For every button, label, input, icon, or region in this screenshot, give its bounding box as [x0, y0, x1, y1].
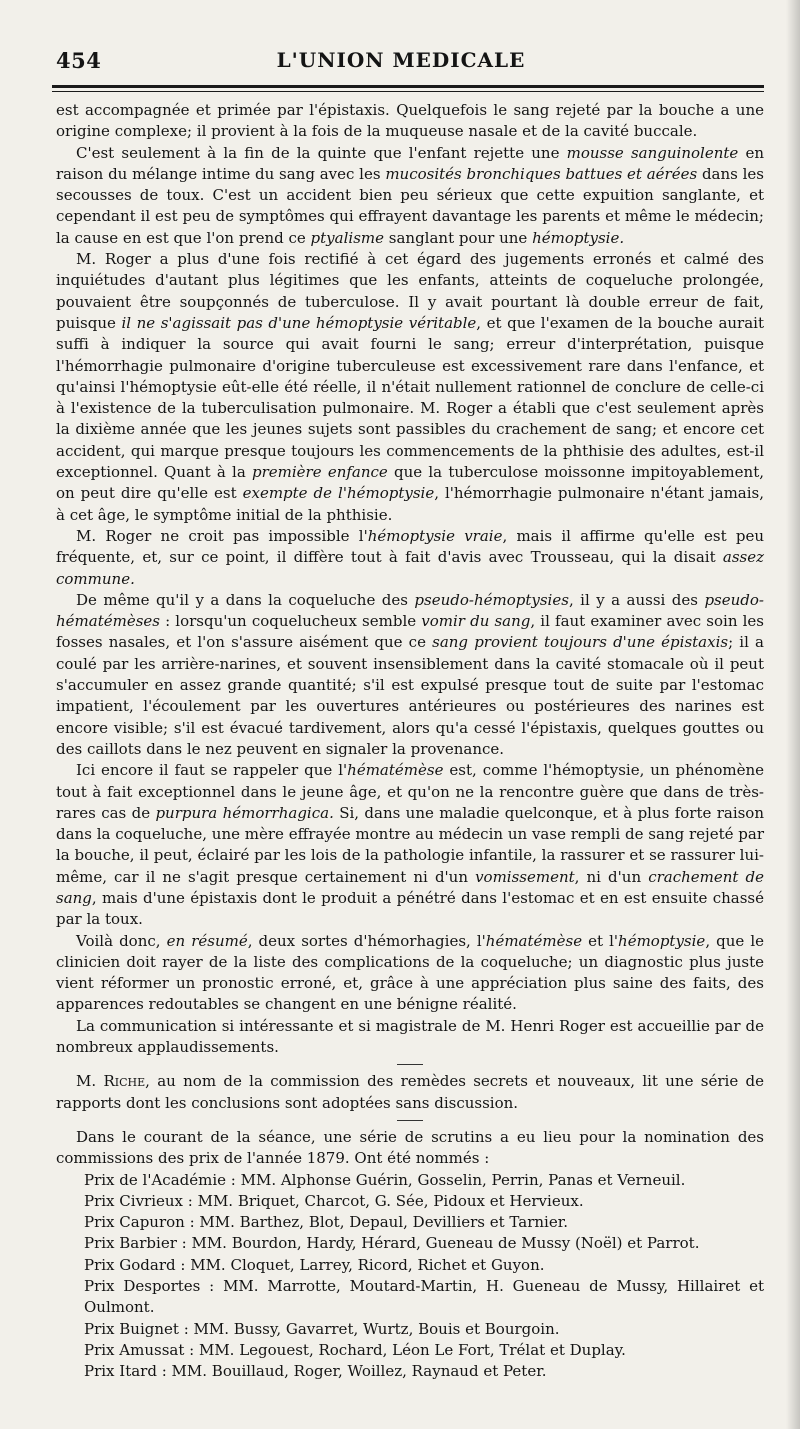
italic-run: hémoptysie.: [532, 228, 625, 247]
prize-item: Prix Capuron : MM. Barthez, Blot, Depaul, Devilliers et Tarnier.: [84, 1213, 569, 1232]
italic-run: première enfance: [252, 463, 388, 482]
text-run: , mais d'une épistaxis dont le produit a pénétré dans l'estomac et en est ensuite chassé par la toux.: [56, 888, 764, 929]
riche-paragraph: [56, 1071, 764, 1114]
journal-title: L'UNION MEDICALE: [276, 48, 526, 72]
italic-run: assez commune.: [56, 548, 764, 588]
riche-prefix: M.: [76, 1072, 104, 1091]
page-number: 454: [56, 48, 102, 73]
italic-run: en résumé: [166, 931, 248, 950]
italic-run: purpura hémorrhagica.: [155, 803, 334, 822]
paragraph-container: [56, 100, 764, 1058]
text-run: , l'hémorrhagie pulmonaire n'étant jamais, à cet âge, le symptôme initial de la phthisie.: [56, 484, 764, 524]
text-run: en raison du mélange intime du sang avec les: [56, 143, 764, 183]
italic-run: mousse sanguinolente: [566, 143, 739, 162]
prize-item: Prix Civrieux : MM. Briquet, Charcot, G. Sée, Pidoux et Hervieux.: [84, 1191, 584, 1210]
header-rule-thin: [52, 91, 764, 92]
text-run: ; il a coulé par les arrière-narines, et souvent insensiblement dans la cavité stomacale où il peut s'accumuler en assez grande quantité; s'il est expulsé presque tout de suite par l'estomac impatient, l'écoulement par les ouvertures antérieures ou postérieures des narines est encore visible; s'il est évacué tardivement, alors qu'a cessé l'épistaxis, quelques gouttes ou des caillots dans le nez peuvent en signaler la provenance.: [56, 633, 764, 758]
section-separator-2: [397, 1120, 423, 1121]
paragraph-p6: [56, 760, 764, 930]
text-run: M. Roger ne croit pas impossible l': [76, 526, 368, 545]
section-separator: [397, 1064, 423, 1065]
text-run: C'est seulement à la fin de la quinte que l'enfant rejette une: [76, 143, 567, 162]
prize-item: Prix Amussat : MM. Legouest, Rochard, Léon Le Fort, Trélat et Duplay.: [84, 1340, 626, 1359]
prize-item: Prix de l'Académie : MM. Alphonse Guérin, Gosselin, Perrin, Panas et Verneuil.: [84, 1170, 686, 1189]
text-run: , et que l'examen de la bouche aurait suffi à indiquer la source qui avait fourni le sang; erreur d'interprétation, puisque l'hémorrhagie pulmonaire d'origine tuberculeuse est excessivement rare dans l'enfance, et qu'ainsi l'hémoptysie eût-elle été réelle, il n'était nullement rationnel de conclure de celle-ci à l'existence de la tuberculisation pulmonaire. M. Roger a établi que c'est seulement après la dixième année que les jeunes sujets sont passibles du crachement de sang; et encore cet accident, qui marque presque toujours les commencements de la phthisie des adultes, est-il exceptionnel. Quant à la: [56, 313, 764, 482]
paragraph-p1: [56, 100, 764, 143]
prize-item: Prix Barbier : MM. Bourdon, Hardy, Hérard, Gueneau de Mussy (Noël) et Parrot.: [84, 1234, 700, 1253]
scrutins-intro: Dans le courant de la séance, une série de scrutins a eu lieu pour la nomination des commissions des prix de l'année 1879. Ont été nommés :: [56, 1127, 764, 1168]
text-run: , il y a aussi des: [568, 590, 705, 609]
riche-text: , au nom de la commission des remèdes secrets et nouveaux, lit une série de rapports dont les conclusions sont adoptées sans discussion.: [56, 1072, 764, 1112]
text-run: La communication si intéressante et si magistrale de M. Henri Roger est accueillie par de nombreux applaudissements.: [56, 1016, 764, 1057]
text-run: , ni d'un: [574, 867, 649, 886]
italic-run: crachement de sang: [56, 867, 764, 907]
italic-run: sang provient toujours d'une épistaxis: [432, 633, 729, 652]
italic-run: pseudo-hémoptysies: [414, 590, 569, 609]
text-run: est accompagnée et primée par l'épistaxis. Quelquefois le sang rejeté par la bouche a une origine complexe; il provient à la fois de la muqueuse nasale et de la cavité buccale.: [56, 101, 764, 141]
italic-run: pseudo-hématémèses: [56, 590, 764, 631]
text-run: Ici encore il faut se rappeler que l': [76, 761, 348, 780]
paragraph-p8: [56, 1016, 764, 1059]
italic-run: il ne s'agissait pas d'une hémoptysie véritable: [121, 313, 477, 332]
text-run: M. Roger a plus d'une fois rectifié à cet égard des jugements erronés et calmé des inquiétudes d'autant plus légitimes que les enfants, atteints de coqueluche prolongée, pouvaient être soupçonnés de tuberculose. Il y avait pourtant là double erreur de fait, puisque: [56, 250, 764, 332]
italic-run: mucosités bronchiques battues et aérées: [385, 164, 698, 183]
page-edge-shadow: [786, 0, 800, 1429]
riche-name: Riche: [103, 1072, 146, 1091]
italic-run: hématémèse: [347, 761, 444, 780]
text-run: , il faut examiner avec soin les fosses nasales, et l'on s'assure aisément que ce: [56, 612, 764, 652]
text-run: est, comme l'hémoptysie, un phénomène tout à fait exceptionnel dans le jeune âge, et qu'on ne la rencontre guère que dans de très-rares cas de: [56, 761, 765, 822]
text-run: , que le clinicien doit rayer de la liste des complications de la coqueluche; un diagnostic plus juste vient réformer un pronostic erroné, et, grâce à une appréciation plus saine des faits, des apparences redoutables se changent en une bénigne réalité.: [56, 931, 765, 1014]
paragraph-p3: [56, 249, 764, 526]
prize-item: Prix Buignet : MM. Bussy, Gavarret, Wurtz, Bouis et Bourgoin.: [84, 1319, 560, 1338]
italic-run: hémoptysie: [618, 931, 706, 950]
article-body: [56, 100, 764, 1383]
prize-item: Prix Desportes : MM. Marrotte, Moutard-Martin, H. Gueneau de Mussy, Hillairet et Oulmont.: [84, 1277, 764, 1317]
italic-run: vomissement: [475, 867, 575, 886]
text-run: Si, dans une maladie quelconque, et à plus forte raison dans la coqueluche, une mère effrayée montre au médecin un vase rempli de sang rejeté par la bouche, il peut, éclairé par les lois de la pathologie infantile, la rassurer et se rassurer lui-même, car il ne s'agit presque certainement ni d'un: [56, 803, 765, 886]
italic-run: vomir du sang: [421, 612, 531, 631]
paragraph-p4: [56, 526, 764, 590]
prize-list: [56, 1170, 764, 1383]
prize-item: Prix Itard : MM. Bouillaud, Roger, Woillez, Raynaud et Peter.: [84, 1362, 547, 1381]
paragraph-p5: [56, 590, 764, 760]
text-run: dans les secousses de toux. C'est un accident bien peu sérieux que cette expuition sanglante, et cependant il est peu de symptômes qui effrayent davantage les parents et même le médecin; la cause en est que l'on prend ce: [56, 164, 764, 247]
text-run: : lorsqu'un coquelucheux semble: [159, 612, 422, 631]
italic-run: hémoptysie vraie: [367, 526, 503, 545]
italic-run: ptyalisme: [310, 228, 384, 247]
paragraph-p7: [56, 931, 764, 1016]
text-run: que la tuberculose moissonne impitoyablement, on peut dire qu'elle est: [56, 463, 764, 503]
text-run: et l': [582, 931, 619, 950]
italic-run: hématémèse: [485, 931, 583, 950]
italic-run: exempte de l'hémoptysie: [242, 484, 435, 503]
paragraph-p2: [56, 143, 764, 249]
text-run: Voilà donc,: [76, 931, 167, 950]
header-rule: [52, 85, 764, 88]
prize-item: Prix Godard : MM. Cloquet, Larrey, Ricord, Richet et Guyon.: [84, 1255, 545, 1274]
text-run: sanglant pour une: [384, 228, 533, 247]
text-run: , deux sortes d'hémorhagies, l': [247, 931, 486, 950]
text-run: De même qu'il y a dans la coqueluche des: [76, 590, 415, 609]
page-header: [56, 48, 746, 82]
text-run: , mais il affirme qu'elle est peu fréquente, et, sur ce point, il diffère tout à fait d'avis avec Trousseau, qui la disait: [56, 526, 764, 567]
